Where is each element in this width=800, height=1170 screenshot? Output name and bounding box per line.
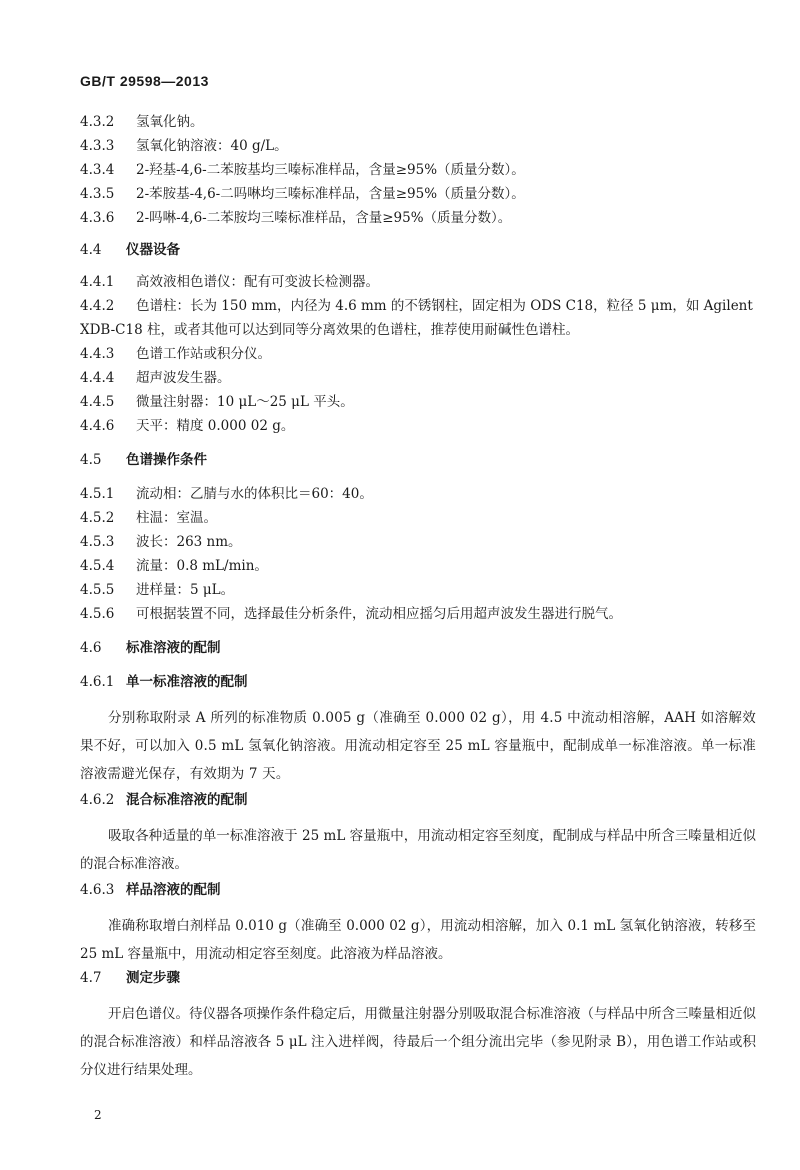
clause-4-4-3 bbox=[80, 344, 271, 364]
clause-number: 4.4.6 bbox=[80, 418, 115, 434]
clause-4-4-2-continued bbox=[80, 320, 579, 340]
subsection-heading-4-6-1 bbox=[80, 672, 248, 692]
clause-number: 4.5.2 bbox=[80, 510, 115, 526]
clause-number: 4.5.6 bbox=[80, 606, 115, 622]
clause-number: 4.3.3 bbox=[80, 138, 115, 154]
clause-4-3-2 bbox=[80, 112, 204, 132]
clause-text: 2-吗啉-4,6-二苯胺均三嗪标准样品，含量≥95%（质量分数）。 bbox=[136, 210, 512, 226]
clause-4-3-5 bbox=[80, 184, 525, 204]
standard-number: GB/T 29598—2013 bbox=[80, 73, 209, 89]
clause-number: 4.4.1 bbox=[80, 274, 115, 290]
clause-text: 色谱柱：长为 150 mm，内径为 4.6 mm 的不锈钢柱，固定相为 ODS C18，粒径 5 μm，如 Agilent bbox=[136, 298, 753, 314]
clause-number: 4.4.4 bbox=[80, 370, 115, 386]
clause-4-5-4 bbox=[80, 556, 268, 576]
section-number: 4.4 bbox=[80, 242, 102, 258]
clause-number: 4.4.2 bbox=[80, 298, 115, 314]
paragraph-4-6-1: 分别称取附录 A 所列的标准物质 0.005 g（准确至 0.000 02 g），用 4.5 中流动相溶解，AAH 如溶解效果不好，可以加入 0.5 mL 氢氧化钠溶液。用流动相定容至 25 mL 容量瓶中，配制成单一标准溶液。单一标准溶液需避光保存，有效期为 7 天。 bbox=[80, 710, 756, 782]
section-title: 仪器设备 bbox=[126, 242, 180, 258]
clause-4-5-1 bbox=[80, 484, 373, 504]
clause-4-4-1 bbox=[80, 272, 379, 292]
clause-4-4-4 bbox=[80, 368, 231, 388]
paragraph-4-6-2: 吸取各种适量的单一标准溶液于 25 mL 容量瓶中，用流动相定容至刻度，配制成与样品中所含三嗪量相近似的混合标准溶液。 bbox=[80, 828, 756, 872]
clause-text: 色谱工作站或积分仪。 bbox=[136, 346, 271, 362]
section-title: 色谱操作条件 bbox=[126, 452, 207, 468]
subsection-number: 4.6.3 bbox=[80, 882, 115, 898]
clause-4-3-6 bbox=[80, 208, 511, 228]
clause-number: 4.5.5 bbox=[80, 582, 115, 598]
clause-4-3-4 bbox=[80, 160, 525, 180]
clause-text: 2-羟基-4,6-二苯胺基均三嗪标准样品，含量≥95%（质量分数）。 bbox=[136, 162, 525, 178]
section-title: 测定步骤 bbox=[126, 970, 180, 986]
paragraph-4-6-3: 准确称取增白剂样品 0.010 g（准确至 0.000 02 g），用流动相溶解，加入 0.1 mL 氢氧化钠溶液，转移至 25 mL 容量瓶中，用流动相定容至刻度。此溶液为样品溶液。 bbox=[80, 918, 756, 962]
section-number: 4.7 bbox=[80, 970, 102, 986]
subsection-title: 单一标准溶液的配制 bbox=[126, 674, 248, 690]
clause-text: 流量：0.8 mL/min。 bbox=[136, 558, 268, 574]
section-heading-4-5 bbox=[80, 450, 207, 470]
clause-number: 4.4.5 bbox=[80, 394, 115, 410]
clause-4-5-6 bbox=[80, 604, 622, 624]
clause-text: 微量注射器：10 μL～25 μL 平头。 bbox=[136, 394, 354, 410]
clause-4-5-3 bbox=[80, 532, 242, 552]
subsection-number: 4.6.2 bbox=[80, 792, 115, 808]
clause-number: 4.5.3 bbox=[80, 534, 115, 550]
clause-4-4-5 bbox=[80, 392, 354, 412]
clause-4-5-2 bbox=[80, 508, 217, 528]
clause-number: 4.5.4 bbox=[80, 558, 115, 574]
clause-number: 4.4.3 bbox=[80, 346, 115, 362]
clause-4-4-2 bbox=[80, 296, 753, 316]
clause-number: 4.3.4 bbox=[80, 162, 115, 178]
clause-4-3-3 bbox=[80, 136, 288, 156]
clause-text: 进样量：5 μL。 bbox=[136, 582, 235, 598]
subsection-number: 4.6.1 bbox=[80, 674, 115, 690]
subsection-title: 混合标准溶液的配制 bbox=[126, 792, 248, 808]
clause-4-4-6 bbox=[80, 416, 294, 436]
clause-text: 2-苯胺基-4,6-二吗啉均三嗪标准样品，含量≥95%（质量分数）。 bbox=[136, 186, 525, 202]
section-heading-4-7 bbox=[80, 968, 180, 988]
clause-text: 氢氧化钠溶液：40 g/L。 bbox=[136, 138, 288, 154]
section-heading-4-6 bbox=[80, 638, 221, 658]
clause-text: 可根据装置不同，选择最佳分析条件，流动相应摇匀后用超声波发生器进行脱气。 bbox=[136, 606, 622, 622]
section-heading-4-4 bbox=[80, 240, 180, 260]
paragraph-4-7: 开启色谱仪。待仪器各项操作条件稳定后，用微量注射器分别吸取混合标准溶液（与样品中所含三嗪量相近似的混合标准溶液）和样品溶液各 5 μL 注入进样阀，待最后一个组分流出完毕（参见附录 B），用色谱工作站或积分仪进行结果处理。 bbox=[80, 1006, 756, 1078]
clause-number: 4.3.6 bbox=[80, 210, 115, 226]
clause-number: 4.3.5 bbox=[80, 186, 115, 202]
subsection-heading-4-6-2 bbox=[80, 790, 248, 810]
section-number: 4.6 bbox=[80, 640, 102, 656]
page-number: 2 bbox=[94, 1108, 102, 1122]
clause-4-5-5 bbox=[80, 580, 234, 600]
clause-text: 高效液相色谱仪：配有可变波长检测器。 bbox=[136, 274, 379, 290]
clause-text: 天平：精度 0.000 02 g。 bbox=[136, 418, 295, 434]
subsection-heading-4-6-3 bbox=[80, 880, 221, 900]
clause-text: 柱温：室温。 bbox=[136, 510, 217, 526]
clause-text: 流动相：乙腈与水的体积比＝60：40。 bbox=[136, 486, 373, 502]
subsection-title: 样品溶液的配制 bbox=[126, 882, 221, 898]
clause-text: 氢氧化钠。 bbox=[136, 114, 204, 130]
section-number: 4.5 bbox=[80, 452, 102, 468]
clause-text: 超声波发生器。 bbox=[136, 370, 231, 386]
clause-text: XDB-C18 柱，或者其他可以达到同等分离效果的色谱柱，推荐使用耐碱性色谱柱。 bbox=[80, 322, 579, 338]
section-title: 标准溶液的配制 bbox=[126, 640, 221, 656]
clause-number: 4.3.2 bbox=[80, 114, 115, 130]
clause-text: 波长：263 nm。 bbox=[136, 534, 242, 550]
clause-number: 4.5.1 bbox=[80, 486, 115, 502]
